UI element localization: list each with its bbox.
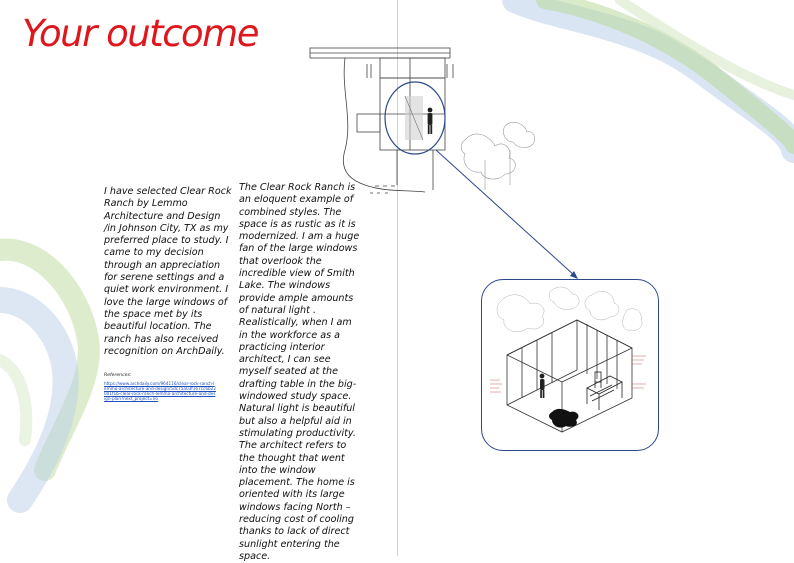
rug-icon: [549, 409, 578, 428]
intro-paragraph: I have selected Clear Rock Ranch by Lemmo Architecture and Design /in Johnson City, TX as my preferred place to study. I came to my decision through an appreciation for serene settings and a quiet work environment. I love the large windows of the space met by its beautiful location. The ranch has also received recognition on ArchDaily.: [104, 186, 232, 357]
section-elevation-drawing: [305, 30, 555, 208]
person-figure-icon: [428, 108, 433, 134]
references-block: [104, 373, 216, 401]
reference-link[interactable]: https://www.archdaily.com/964116/clear-rock-ranch-lemmo-architecture-and-design/5dc75a03f167cc6b22001f1b-clear-rock-ranch-lemmo-architecture-and-design-plan?next_project=no: [104, 381, 216, 402]
body-paragraph: The Clear Rock Ranch is an eloquent example of combined styles. The space is as rustic as it is modernized. I am a huge fan of the large windows that overlook the incredible view of Smith Lake. The windows provide ample amounts of natural light . Realistically, when I am in the workforce as a practicing interior architect, I can see myself seated at the drafting table in the big-windowed study space. Natural light is beautiful but also a helpful aid in stimulating productivity. The architect refers to the thought that went into the window placement. The home is oriented with its large windows facing North – reducing cost of cooling thanks to lack of direct sunlight entering the space.: [239, 182, 360, 562]
page-title: Your outcome: [22, 12, 258, 55]
isometric-study-drawing: [482, 280, 658, 450]
isometric-person-icon: [540, 374, 545, 398]
references-heading: References:: [104, 373, 132, 378]
study-space-isometric-panel: [481, 279, 659, 451]
